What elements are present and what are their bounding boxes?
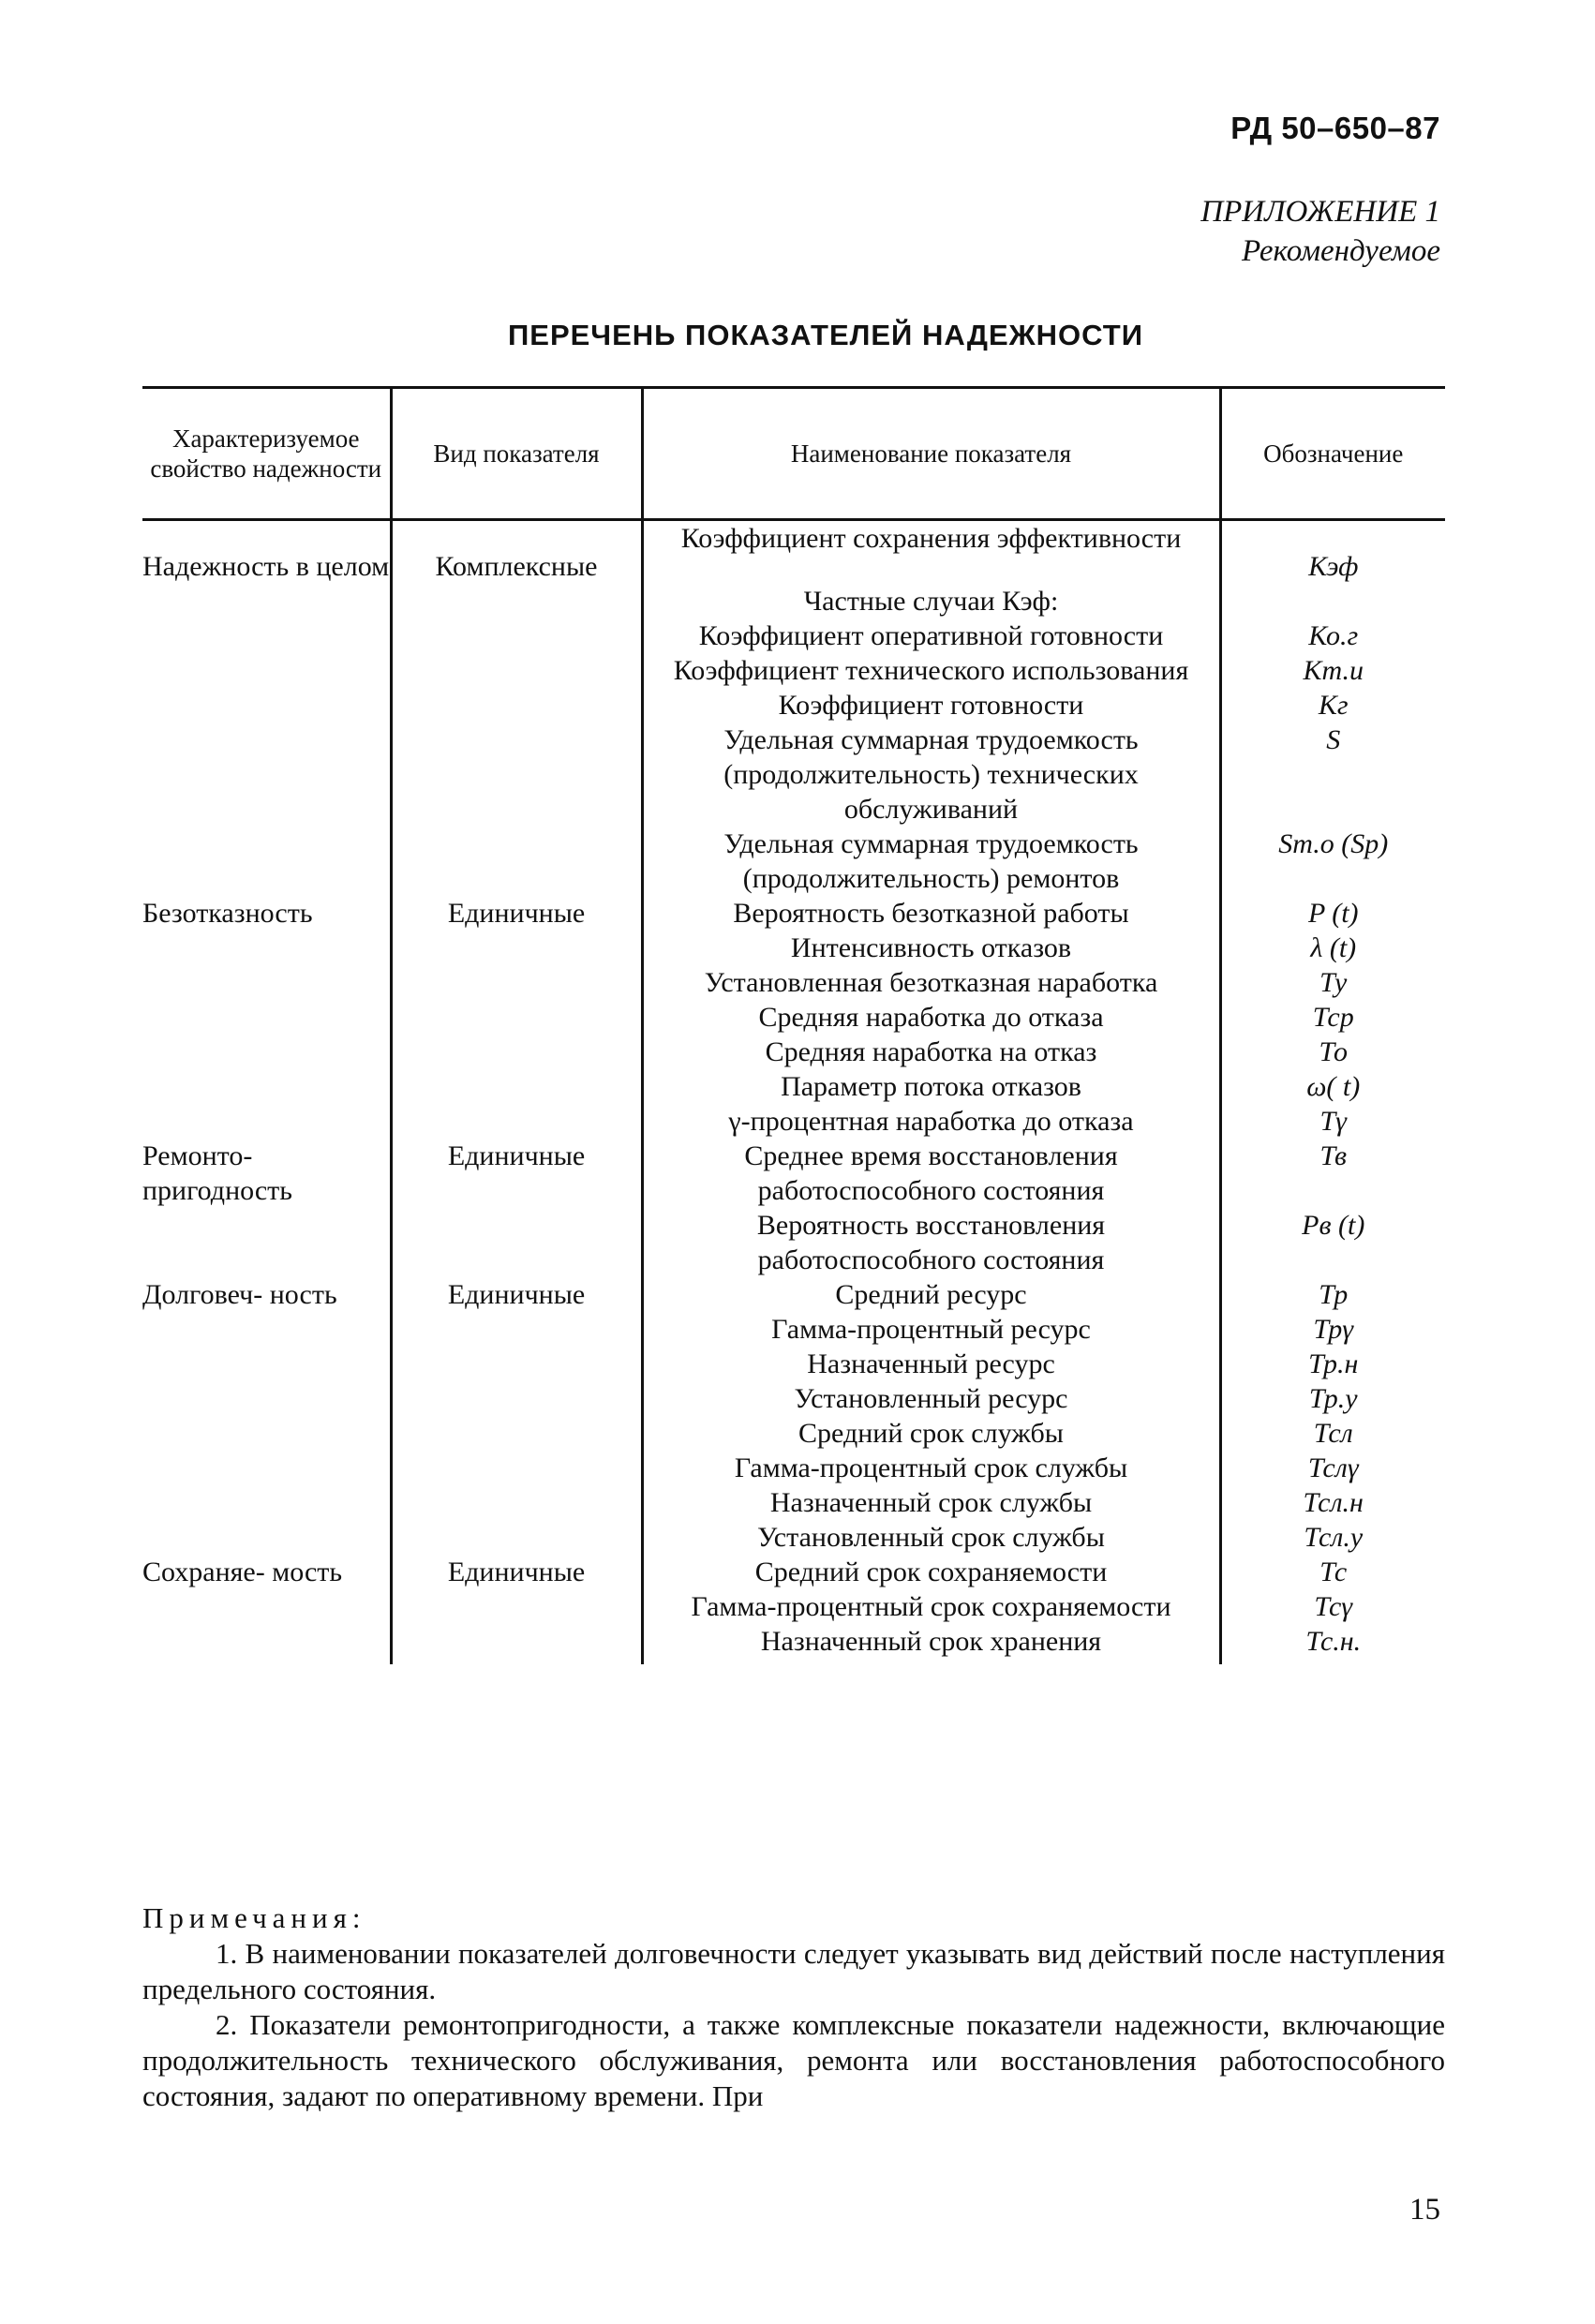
cell-property (142, 1589, 391, 1624)
table-row (142, 1381, 1445, 1416)
cell-kind (391, 1381, 642, 1416)
table-body (142, 520, 1445, 1665)
table-row (142, 1451, 1445, 1485)
cell-symbol: Тр.н (1220, 1347, 1445, 1381)
cell-indicator-name: γ-процентная наработка до отказа (642, 1104, 1220, 1139)
cell-symbol: Трγ (1220, 1312, 1445, 1347)
cell-indicator-name: Назначенный срок хранения (642, 1624, 1220, 1664)
notes-section (142, 1900, 1445, 2114)
table-row (142, 827, 1445, 896)
cell-symbol: То (1220, 1035, 1445, 1069)
cell-indicator-name: Гамма-процентный срок сохраняемости (642, 1589, 1220, 1624)
cell-kind (391, 1000, 642, 1035)
cell-indicator-name: Удельная суммарная трудоемкость (продолжительность) технических обслуживаний (642, 723, 1220, 827)
cell-symbol: Тр (1220, 1277, 1445, 1312)
table-row (142, 1139, 1445, 1208)
table-row (142, 1104, 1445, 1139)
cell-property (142, 1485, 391, 1520)
cell-kind (391, 1485, 642, 1520)
cell-property (142, 1104, 391, 1139)
cell-symbol: Кг (1220, 688, 1445, 723)
cell-property (142, 931, 391, 965)
cell-indicator-name: Установленный ресурс (642, 1381, 1220, 1416)
table-header-row (142, 388, 1445, 520)
table-row (142, 1416, 1445, 1451)
table-row (142, 1555, 1445, 1589)
table-row (142, 653, 1445, 688)
cell-symbol: Ко.г (1220, 618, 1445, 653)
cell-kind (391, 1624, 642, 1664)
header-symbol: Обозначение (1220, 388, 1445, 520)
cell-property (142, 653, 391, 688)
table-row (142, 1520, 1445, 1555)
cell-indicator-name: Параметр потока отказов (642, 1069, 1220, 1104)
cell-indicator-name: Удельная суммарная трудоемкость (продолжительность) ремонтов (642, 827, 1220, 896)
cell-kind: Комплексные (391, 520, 642, 585)
header-kind: Вид показателя (391, 388, 642, 520)
table-row (142, 1208, 1445, 1277)
cell-property (142, 1312, 391, 1347)
cell-property (142, 723, 391, 827)
table-row (142, 1624, 1445, 1664)
table-row (142, 520, 1445, 585)
table-row (142, 584, 1445, 618)
cell-property (142, 1069, 391, 1104)
cell-kind (391, 1035, 642, 1069)
cell-symbol: Тсл.н (1220, 1485, 1445, 1520)
cell-property: Надежность в целом (142, 551, 390, 582)
cell-symbol: Тв (1220, 1139, 1445, 1208)
cell-indicator-name: Гамма-процентный срок службы (642, 1451, 1220, 1485)
cell-property (142, 1416, 391, 1451)
cell-symbol: ω( t) (1220, 1069, 1445, 1104)
cell-property (142, 1000, 391, 1035)
cell-symbol: Тр.у (1220, 1381, 1445, 1416)
cell-kind: Единичные (391, 1139, 642, 1208)
table-row (142, 1589, 1445, 1624)
table-row (142, 618, 1445, 653)
cell-property (142, 584, 391, 618)
cell-property (142, 618, 391, 653)
cell-symbol: Тсл.у (1220, 1520, 1445, 1555)
table-row (142, 1277, 1445, 1312)
header-property: Характеризуемое свойство надежности (150, 425, 382, 483)
cell-indicator-name: Коэффициент оперативной готовности (642, 618, 1220, 653)
cell-kind (391, 1416, 642, 1451)
table-row (142, 1035, 1445, 1069)
cell-property (142, 965, 391, 1000)
note-item: 2. Показатели ремонтопригодности, а также комплексные показатели надежности, включающие продолжительность технического обслуживания, ремонта или восстановления работоспособного состояния, задают по оперативному времени. При (142, 2008, 1445, 2112)
cell-property (142, 688, 391, 723)
cell-symbol: Тср (1220, 1000, 1445, 1035)
note-item: 1. В наименовании показателей долговечности следует указывать вид действий после наступления предельного состояния. (142, 1937, 1445, 2005)
header-name: Наименование показателя (642, 388, 1220, 520)
cell-property (142, 827, 391, 896)
cell-property (142, 1451, 391, 1485)
appendix-status: Рекомендуемое (1241, 234, 1440, 268)
table-row (142, 688, 1445, 723)
page-title: ПЕРЕЧЕНЬ ПОКАЗАТЕЛЕЙ НАДЕЖНОСТИ (508, 319, 1143, 351)
cell-indicator-name: Коэффициент готовности (642, 688, 1220, 723)
cell-indicator-name: Установленная безотказная наработка (642, 965, 1220, 1000)
cell-indicator-name: Среднее время восстановления работоспособного состояния (642, 1139, 1220, 1208)
cell-indicator-name: Средний срок службы (642, 1416, 1220, 1451)
cell-symbol: λ (t) (1220, 931, 1445, 965)
cell-symbol: Тслγ (1220, 1451, 1445, 1485)
cell-indicator-name: Вероятность безотказной работы (642, 896, 1220, 931)
cell-symbol: Sт.о (Sр) (1220, 827, 1445, 896)
cell-indicator-name: Установленный срок службы (642, 1520, 1220, 1555)
cell-symbol: Тс (1220, 1555, 1445, 1589)
page-number: 15 (1409, 2193, 1440, 2227)
cell-kind: Единичные (391, 896, 642, 931)
cell-kind (391, 688, 642, 723)
reliability-indicators-table (142, 386, 1445, 1664)
cell-symbol: Рв (t) (1220, 1208, 1445, 1277)
cell-property: Сохраняе- мость (142, 1557, 343, 1587)
cell-property: Долговеч- ность (142, 1279, 337, 1310)
cell-symbol: Тс.н. (1220, 1624, 1445, 1664)
table-row (142, 1312, 1445, 1347)
cell-indicator-name: Интенсивность отказов (642, 931, 1220, 965)
appendix-label: ПРИЛОЖЕНИЕ 1 (1200, 195, 1440, 229)
cell-symbol: Тсγ (1220, 1589, 1445, 1624)
cell-property (142, 1624, 391, 1664)
table-row (142, 931, 1445, 965)
cell-kind (391, 931, 642, 965)
cell-symbol: Тγ (1220, 1104, 1445, 1139)
cell-indicator-name: Средний ресурс (642, 1277, 1220, 1312)
cell-property (142, 1347, 391, 1381)
document-number: РД 50–650–87 (1230, 111, 1440, 145)
cell-indicator-name: Гамма-процентный ресурс (642, 1312, 1220, 1347)
cell-kind (391, 1069, 642, 1104)
cell-kind: Единичные (391, 1277, 642, 1312)
cell-property (142, 1208, 391, 1277)
notes-heading: Примечания: (142, 1901, 366, 1934)
cell-indicator-name: Коэффициент технического использования (642, 653, 1220, 688)
table-row (142, 1069, 1445, 1104)
table-row (142, 723, 1445, 827)
cell-kind (391, 965, 642, 1000)
cell-indicator-name: Средний срок сохраняемости (642, 1555, 1220, 1589)
cell-kind (391, 827, 642, 896)
cell-indicator-name: Назначенный ресурс (642, 1347, 1220, 1381)
cell-kind (391, 1104, 642, 1139)
cell-kind (391, 618, 642, 653)
cell-indicator-name: Средняя наработка на отказ (642, 1035, 1220, 1069)
cell-symbol: P (t) (1220, 896, 1445, 931)
cell-symbol: Кэф (1220, 520, 1445, 585)
cell-symbol: Кт.и (1220, 653, 1445, 688)
cell-property (142, 1035, 391, 1069)
cell-kind (391, 1347, 642, 1381)
cell-kind (391, 723, 642, 827)
cell-kind (391, 1520, 642, 1555)
cell-kind (391, 1451, 642, 1485)
table-row (142, 1000, 1445, 1035)
cell-kind (391, 1312, 642, 1347)
cell-indicator-name: Коэффициент сохранения эффективности (642, 520, 1220, 585)
cell-indicator-name: Назначенный срок службы (642, 1485, 1220, 1520)
cell-symbol: S (1220, 723, 1445, 827)
cell-property: Безотказность (142, 898, 313, 929)
cell-kind (391, 584, 642, 618)
table-row (142, 965, 1445, 1000)
cell-property (142, 1520, 391, 1555)
cell-kind (391, 1589, 642, 1624)
cell-property: Ремонто- пригодность (142, 1140, 292, 1206)
cell-indicator-name: Вероятность восстановления работоспособного состояния (642, 1208, 1220, 1277)
appendix-heading (1200, 192, 1440, 271)
cell-kind (391, 653, 642, 688)
table-row (142, 1347, 1445, 1381)
cell-symbol (1220, 584, 1445, 618)
cell-indicator-name: Частные случаи Кэф: (642, 584, 1220, 618)
cell-symbol: Ту (1220, 965, 1445, 1000)
table-row (142, 896, 1445, 931)
cell-kind: Единичные (391, 1555, 642, 1589)
cell-property (142, 1381, 391, 1416)
table-row (142, 1485, 1445, 1520)
cell-indicator-name: Средняя наработка до отказа (642, 1000, 1220, 1035)
cell-symbol: Тсл (1220, 1416, 1445, 1451)
cell-kind (391, 1208, 642, 1277)
